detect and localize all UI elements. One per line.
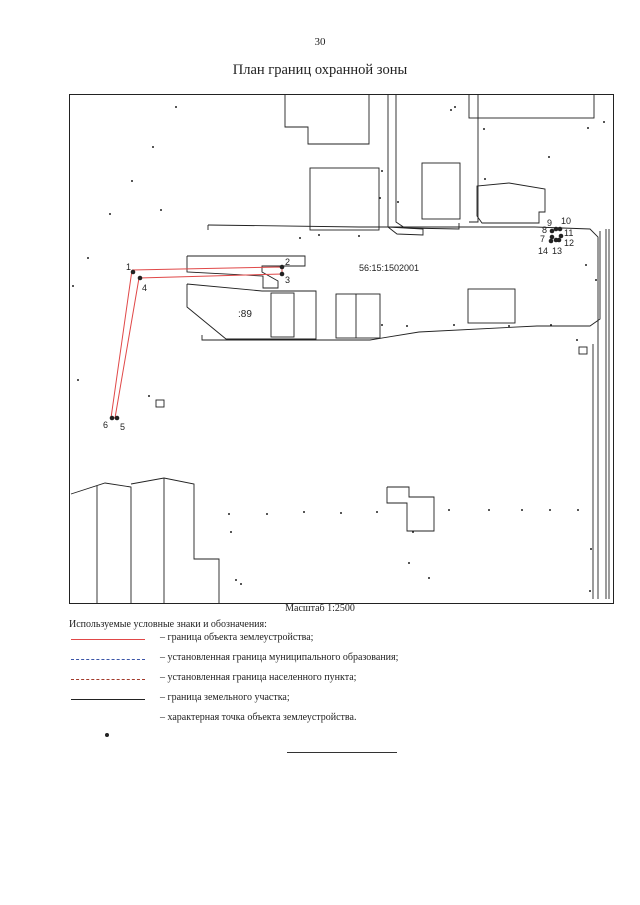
point-4 (138, 276, 143, 281)
legend-item-object-boundary (69, 630, 589, 650)
small-structure-1 (156, 400, 164, 407)
map-canvas (69, 94, 614, 604)
point-14 (549, 239, 554, 244)
point-label-8: 8 (542, 225, 548, 235)
point-label-10: 10 (561, 216, 572, 226)
legend-label: – установленная граница муниципального образования; (160, 652, 399, 663)
building-4 (271, 293, 294, 337)
legend-symbol-dot (105, 733, 109, 737)
legend-title: Используемые условные знаки и обозначения: (69, 619, 267, 630)
legend-symbol-red-line (71, 639, 145, 640)
parcel-label: :89 (238, 309, 252, 320)
point-label-2: 2 (285, 257, 291, 267)
legend (69, 630, 589, 730)
building-3 (477, 183, 545, 223)
point-6 (110, 416, 115, 421)
parcel-top-right (469, 94, 594, 118)
legend-label: – граница земельного участка; (160, 692, 290, 703)
point-label-1: 1 (126, 262, 132, 272)
legend-item-land-parcel (69, 690, 589, 710)
map (69, 94, 614, 604)
point-8 (550, 229, 555, 234)
small-structure-2 (579, 347, 587, 354)
map-scale: Масштаб 1:2500 (285, 603, 355, 614)
legend-label: – граница объекта землеустройства; (160, 632, 314, 643)
legend-item-municipal-boundary (69, 650, 589, 670)
building-low-3 (387, 487, 434, 531)
parcel-boundaries (71, 94, 609, 604)
parcel-top-left (285, 94, 369, 144)
object-boundary-line (111, 267, 282, 418)
road-vertical-1 (388, 94, 423, 235)
point-label-11: 11 (564, 228, 574, 238)
road-vertical-1b (396, 94, 459, 229)
point-9 (554, 227, 559, 232)
point-label-4: 4 (142, 283, 148, 293)
building-2 (422, 163, 460, 219)
point-10 (558, 227, 563, 232)
legend-item-settlement-boundary (69, 670, 589, 690)
point-2 (280, 265, 285, 270)
characteristic-points (110, 227, 564, 421)
point-label-13: 13 (552, 246, 563, 256)
point-label-5: 5 (120, 422, 126, 432)
cadastral-quarter-label: 56:15:1502001 (359, 263, 420, 273)
legend-symbol-blue-dashdot (71, 659, 145, 660)
building-low-2 (131, 478, 219, 604)
point-label-7: 7 (540, 234, 546, 244)
legend-symbol-darkred-dashdot (71, 679, 145, 680)
point-5 (115, 416, 120, 421)
legend-item-characteristic-point (69, 710, 589, 730)
survey-dots (72, 106, 605, 592)
signature-line (287, 752, 397, 753)
page-title: План границ охранной зоны (232, 62, 408, 78)
point-label-12: 12 (564, 238, 575, 248)
point-label-6: 6 (103, 420, 109, 430)
point-1 (131, 270, 136, 275)
point-13 (554, 238, 559, 243)
map-border (70, 95, 614, 604)
object-boundary (111, 267, 282, 418)
building-5 (336, 294, 380, 338)
legend-label: – характерная точка объекта землеустройства. (160, 712, 357, 723)
point-3 (280, 272, 285, 277)
page-number: 30 (314, 36, 326, 48)
building-1 (310, 168, 379, 230)
point-label-9: 9 (547, 218, 553, 228)
point-7 (550, 235, 555, 240)
point-label-3: 3 (285, 275, 291, 285)
building-6 (468, 289, 515, 323)
building-low-1 (71, 483, 131, 604)
point-11 (559, 234, 564, 239)
point-label-14: 14 (538, 246, 549, 256)
legend-symbol-black-line (71, 699, 145, 700)
legend-label: – установленная граница населенного пункта; (160, 672, 357, 683)
